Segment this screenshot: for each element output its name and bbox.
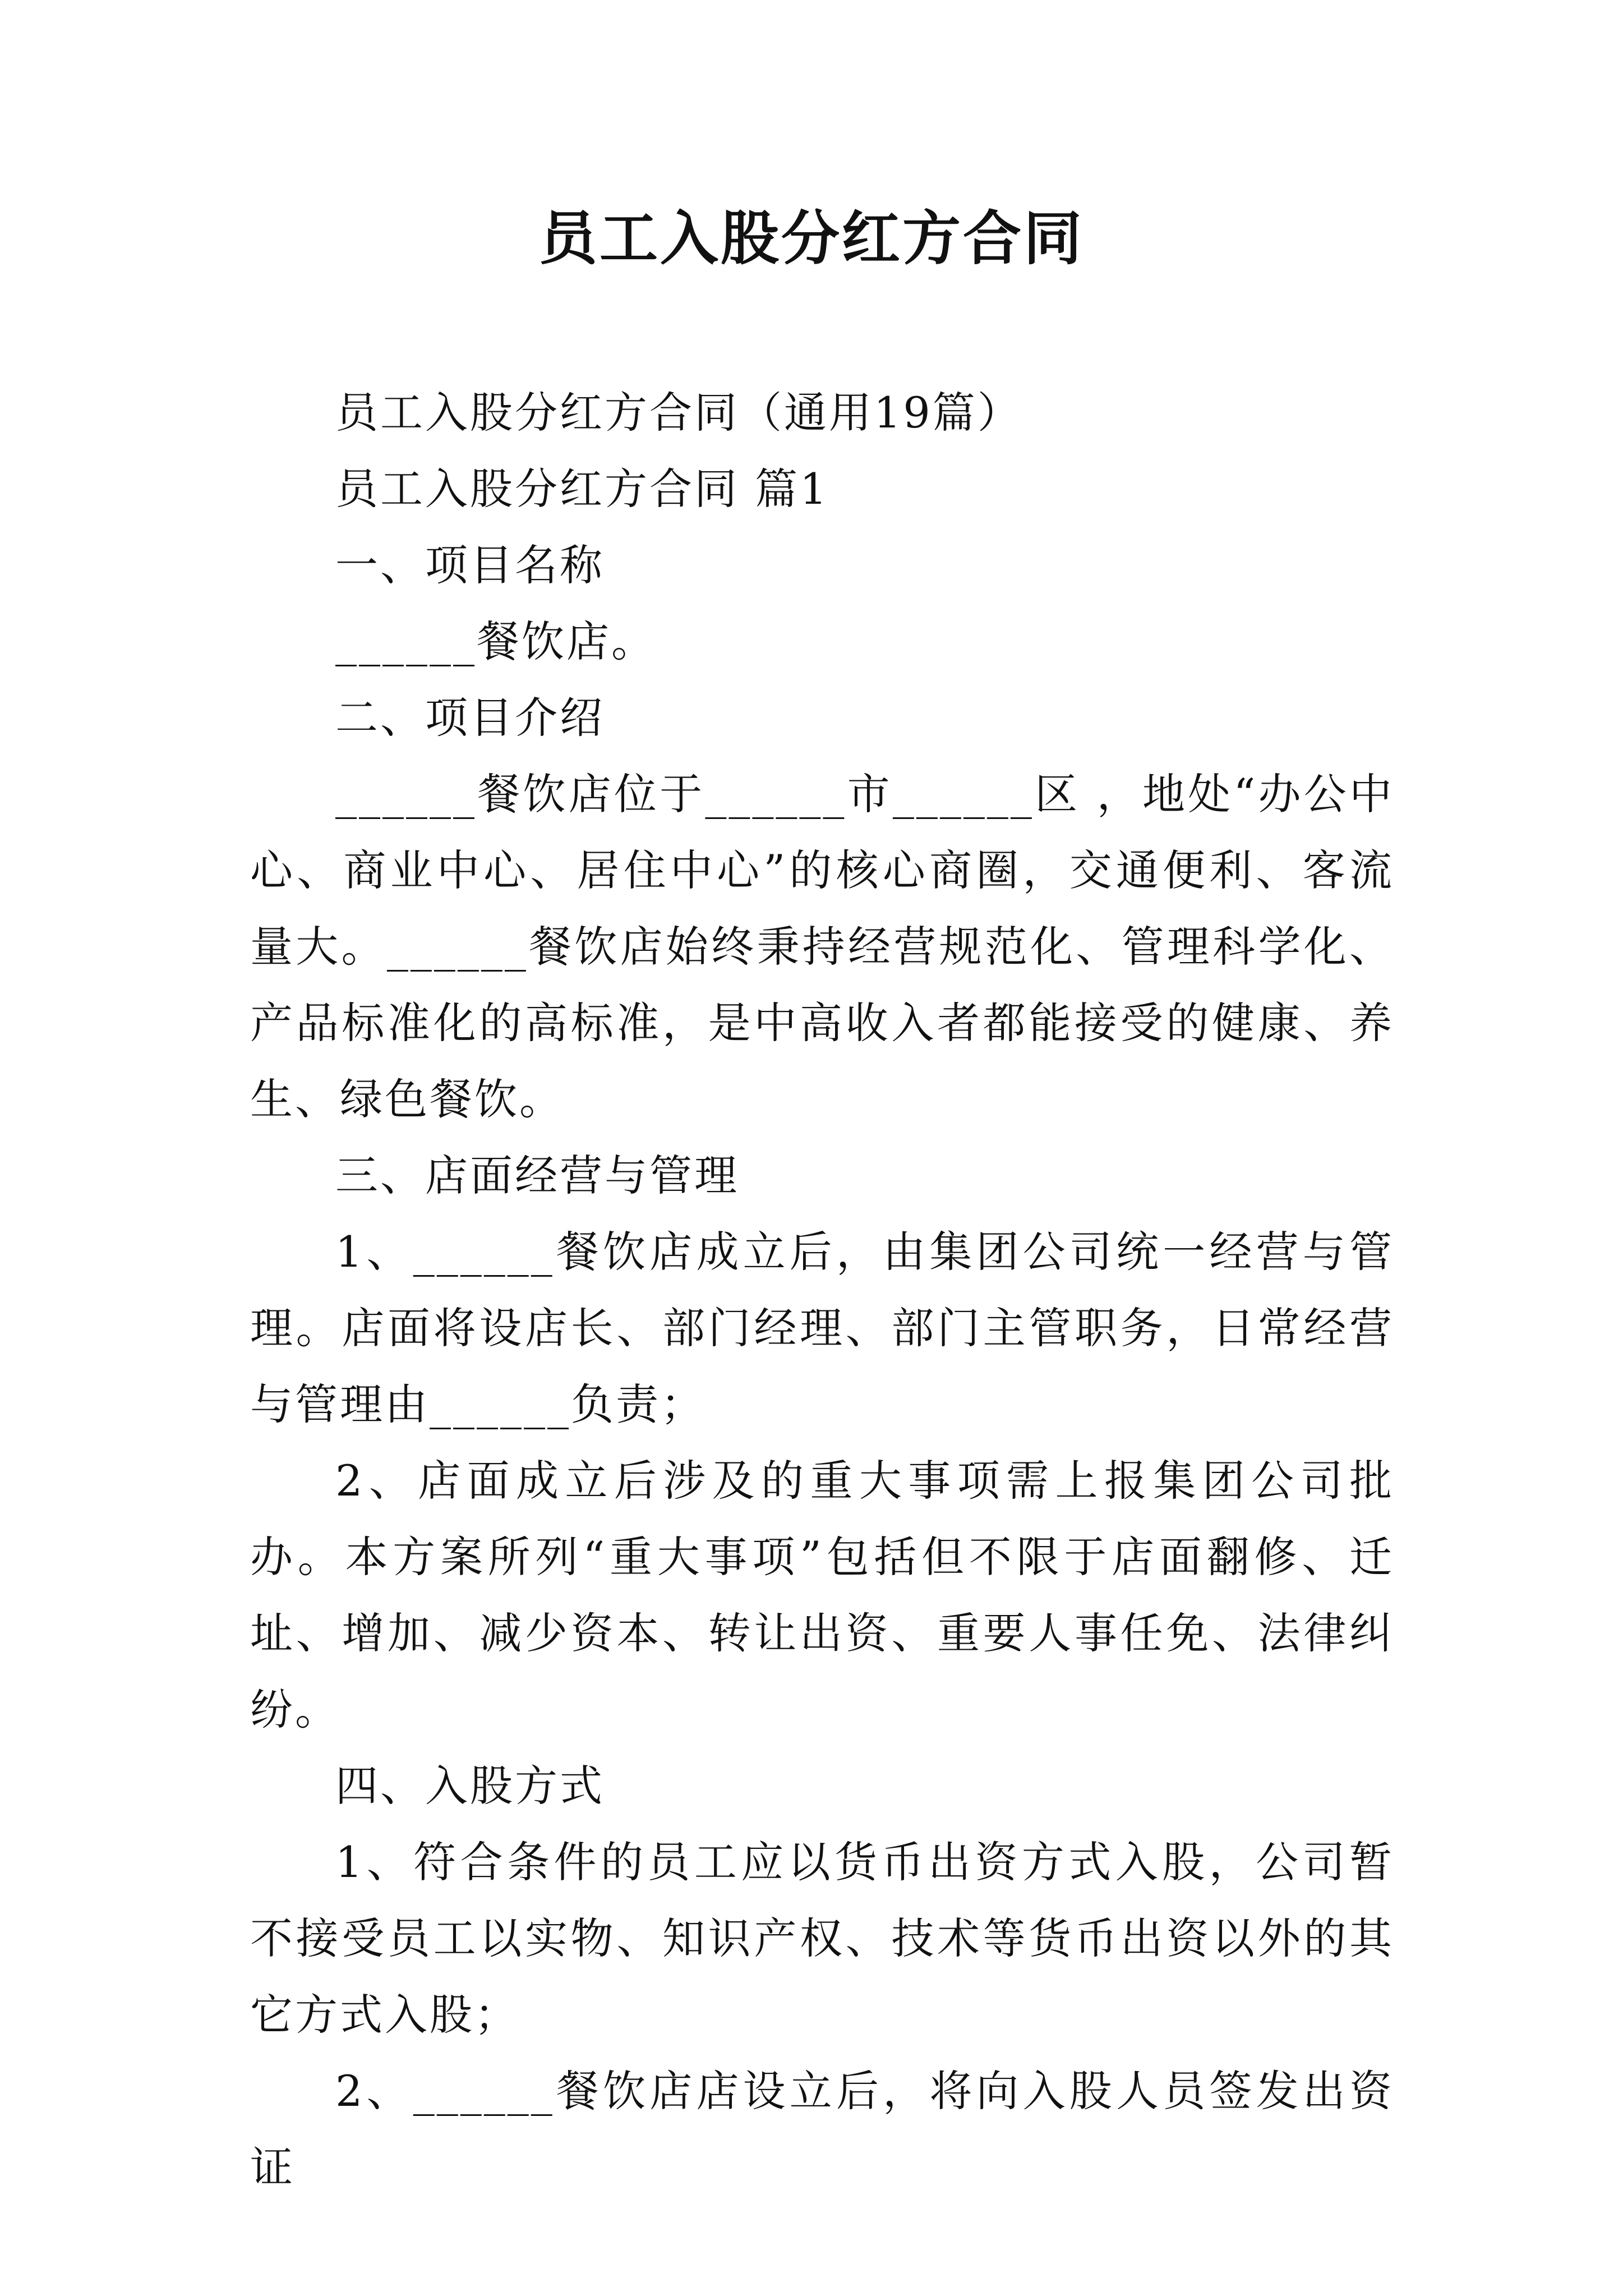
paragraph-chapter-heading: 员工入股分红方合同 篇1 bbox=[335, 464, 829, 514]
paragraph: ______餐饮店。 bbox=[335, 616, 656, 666]
paragraph: 2、______餐饮店店设立后，将向入股人员签发出资证 bbox=[250, 2066, 1394, 2192]
paragraph-subtitle: 员工入股分红方合同（通用19篇） bbox=[335, 388, 1022, 438]
paragraph-section-heading: 一、项目名称 bbox=[335, 540, 605, 590]
paragraph: 1、______餐饮店成立后，由集团公司统一经营与管理。店面将设店长、部门经理、部门主管职务，日常经营与管理由______负责； bbox=[250, 1227, 1394, 1429]
document-title: 员工入股分红方合同 bbox=[538, 204, 1084, 273]
paragraph-section-heading: 四、入股方式 bbox=[335, 1761, 605, 1811]
paragraph: 1、符合条件的员工应以货币出资方式入股，公司暂不接受员工以实物、知识产权、技术等货币出资以外的其它方式入股； bbox=[250, 1837, 1394, 2040]
paragraph-section-heading: 三、店面经营与管理 bbox=[335, 1151, 739, 1200]
paragraph: 2、店面成立后涉及的重大事项需上报集团公司批办。本方案所列“重大事项”包括但不限于店面翻修、迁址、增加、减少资本、转让出资、重要人事任免、法律纠纷。 bbox=[250, 1456, 1394, 1734]
document-body bbox=[250, 375, 1394, 2206]
paragraph: ______餐饮店位于______市______区 ，地处“办公中心、商业中心、居住中心”的核心商圈，交通便利、客流量大。______餐饮店始终秉持经营规范化、管理科学化、产品标准化的高标准，是中高收入者都能接受的健康、养生、绿色餐饮。 bbox=[250, 769, 1394, 1124]
paragraph-section-heading: 二、项目介绍 bbox=[335, 693, 605, 743]
